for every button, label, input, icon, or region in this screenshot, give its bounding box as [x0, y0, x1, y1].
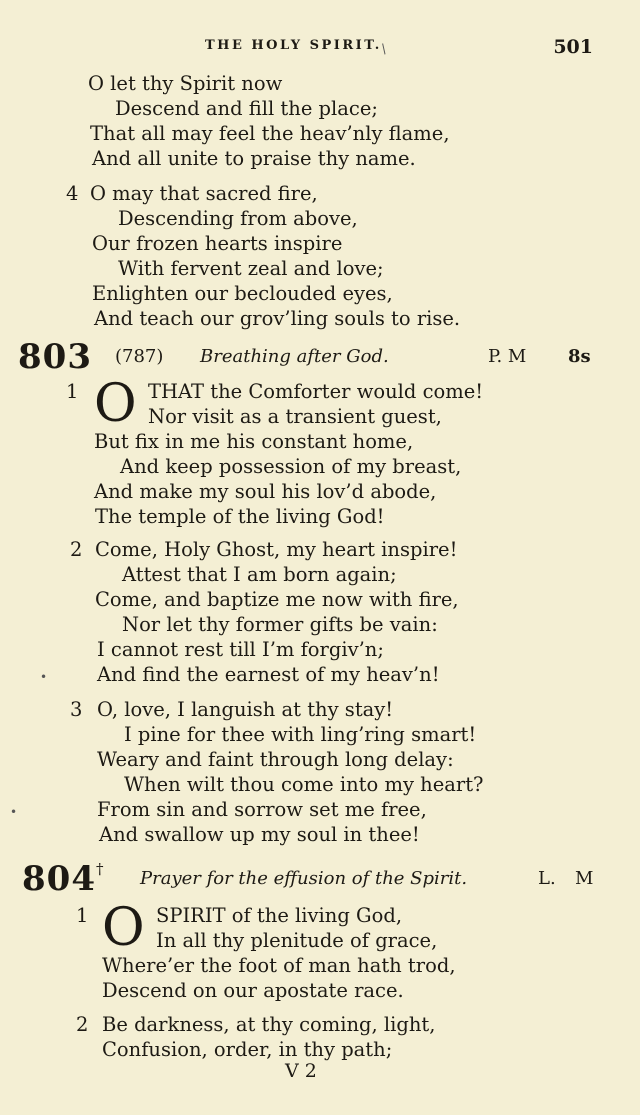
verse-number: 1	[76, 904, 89, 927]
verse-line: And swallow up my soul in thee!	[99, 823, 420, 846]
verse-line: Our frozen hearts inspire	[92, 232, 343, 255]
verse-line: Come, and baptize me now with fire,	[95, 588, 459, 611]
verse-line: Attest that I am born again;	[122, 563, 397, 586]
verse-line: O may that sacred fire,	[90, 182, 318, 205]
signature-mark: V 2	[285, 1060, 317, 1082]
verse-line: And keep possession of my breast,	[120, 455, 462, 478]
verse-line: With fervent zeal and love;	[118, 257, 384, 280]
verse-line: Enlighten our beclouded eyes,	[92, 282, 393, 305]
pencil-tick-mark: /	[378, 41, 390, 58]
verse-line: I pine for thee with ling’ring smart!	[124, 723, 477, 746]
page-number: 501	[553, 36, 593, 58]
verse-line: When wilt thou come into my heart?	[124, 773, 484, 796]
hymn-number	[22, 859, 105, 899]
hymn-meter-extra: 8s	[568, 346, 591, 367]
verse-line: That all may feel the heav’nly flame,	[90, 122, 450, 145]
hymn-number: 803	[18, 337, 92, 377]
running-head	[0, 36, 640, 60]
hymn-803-header	[0, 338, 640, 378]
stray-mark: •	[40, 670, 48, 684]
verse-line: And all unite to praise thy name.	[92, 147, 416, 170]
drop-cap: O	[102, 898, 145, 958]
running-head-title: THE HOLY SPIRIT.	[205, 38, 382, 53]
verse-number: 3	[70, 698, 83, 721]
verse-line: In all thy plenitude of grace,	[156, 929, 438, 952]
hymn-meter: P. M	[488, 346, 527, 367]
verse-line: THAT the Comforter would come!	[148, 380, 484, 403]
hymn-mark: †	[95, 860, 105, 878]
verse-line: From sin and sorrow set me free,	[97, 798, 427, 821]
hymn-title: Breathing after God.	[200, 346, 389, 367]
hymn-number-digits: 804	[22, 859, 96, 899]
hymn-804-header	[0, 858, 640, 898]
verse-line: Descend and fill the place;	[115, 97, 378, 120]
hymn-meter-extra: M	[575, 868, 594, 889]
verse-line: Nor let thy former gifts be vain:	[122, 613, 438, 636]
verse-line: And find the earnest of my heav’n!	[97, 663, 440, 686]
verse-line: Weary and faint through long delay:	[97, 748, 454, 771]
verse-line: The temple of the living God!	[95, 505, 385, 528]
verse-line: I cannot rest till I’m forgiv’n;	[97, 638, 384, 661]
verse-line: Descend on our apostate race.	[102, 979, 404, 1002]
hymn-title: Prayer for the effusion of the Spirit.	[140, 868, 468, 889]
verse-line: O, love, I languish at thy stay!	[97, 698, 394, 721]
verse-line: Confusion, order, in thy path;	[102, 1038, 393, 1061]
stray-mark: •	[10, 805, 18, 819]
verse-number: 2	[76, 1013, 89, 1036]
hymn-old-number: (787)	[115, 346, 164, 367]
verse-line: And teach our grov’ling souls to rise.	[94, 307, 461, 330]
verse-line: Come, Holy Ghost, my heart inspire!	[95, 538, 458, 561]
drop-cap: O	[94, 374, 137, 434]
hymn-meter: L.	[538, 868, 556, 889]
verse-number: 1	[66, 380, 79, 403]
verse-number: 2	[70, 538, 83, 561]
verse-line: Descending from above,	[118, 207, 358, 230]
verse-line: O let thy Spirit now	[88, 72, 283, 95]
verse-line: Nor visit as a transient guest,	[148, 405, 442, 428]
verse-line: But fix in me his constant home,	[94, 430, 414, 453]
verse-line: And make my soul his lov’d abode,	[94, 480, 437, 503]
verse-line: SPIRIT of the living God,	[156, 904, 403, 927]
verse-number: 4	[66, 182, 79, 205]
verse-line: Where’er the foot of man hath trod,	[102, 954, 456, 977]
verse-line: Be darkness, at thy coming, light,	[102, 1013, 436, 1036]
